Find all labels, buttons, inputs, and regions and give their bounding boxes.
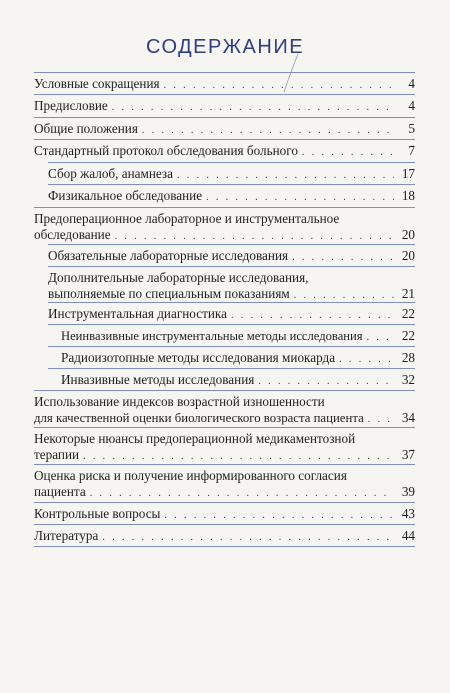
toc-entry-title: Обязательные лабораторные исследования: [48, 248, 289, 263]
toc-entry-title-cont: выполняемые по специальным показаниям: [48, 286, 290, 301]
toc-subentry[interactable]: [48, 188, 415, 206]
toc-entry-page: 4: [408, 76, 415, 91]
toc-entry-title-cont: пациента: [34, 484, 86, 499]
toc-entry-title: Оценка риска и получение информированного согласия: [34, 468, 347, 483]
toc-entry-page: 22: [401, 328, 415, 343]
divider: [48, 162, 415, 163]
toc-entry-title: Контрольные вопросы: [34, 506, 161, 521]
divider: [34, 139, 415, 140]
toc-entry-page: 18: [401, 188, 415, 203]
divider: [48, 368, 415, 369]
toc-entry-title: Дополнительные лабораторные исследования,: [48, 270, 309, 285]
dot-leader: [164, 508, 394, 524]
toc-subentry[interactable]: [48, 306, 415, 324]
divider: [48, 346, 415, 347]
dot-leader: [292, 250, 394, 266]
toc-entry-page: 32: [401, 372, 415, 387]
dot-leader: [164, 78, 394, 94]
toc-entry-title: Инвазивные методы исследования: [61, 372, 255, 387]
toc-entry-page: 22: [401, 306, 415, 321]
dot-leader: [102, 530, 394, 546]
dot-leader: [302, 145, 394, 161]
toc-entry-title: Некоторые нюансы предоперационной медикаментозной: [34, 431, 356, 446]
dot-leader: [339, 352, 394, 368]
toc-entry-title: Предисловие: [34, 98, 108, 113]
toc-subsubentry[interactable]: [61, 328, 415, 346]
toc-entry-title: Сбор жалоб, анамнеза: [48, 166, 173, 181]
divider: [48, 184, 415, 185]
toc-entry-title: Литература: [34, 528, 99, 543]
dot-leader: [258, 374, 394, 390]
divider: [34, 72, 415, 73]
toc-entry-page: 20: [401, 248, 415, 263]
toc-entry[interactable]: [34, 431, 415, 465]
divider: [34, 117, 415, 118]
dot-leader: [90, 486, 394, 502]
toc-entry[interactable]: [34, 143, 415, 161]
toc-entry-title: Условные сокращения: [34, 76, 160, 91]
divider: [34, 502, 415, 503]
toc-entry[interactable]: [34, 76, 415, 94]
divider: [34, 546, 415, 547]
toc-entry-title: Радиоизотопные методы исследования миокарда: [61, 350, 336, 365]
dot-leader: [83, 449, 394, 465]
toc-entry-page: 20: [401, 227, 415, 242]
divider: [34, 94, 415, 95]
dot-leader: [367, 330, 394, 346]
toc-entry-page: 17: [401, 166, 415, 181]
toc-entry[interactable]: [34, 528, 415, 546]
toc-entry-page: 44: [401, 528, 415, 543]
toc-entry-title-cont: для качественной оценки биологического возраста пациента: [34, 411, 364, 425]
toc-entry-title: Предоперационное лабораторное и инструментальное: [34, 211, 340, 226]
toc-subentry[interactable]: [48, 270, 415, 304]
dot-leader: [142, 123, 394, 139]
toc-entry-page: 43: [401, 506, 415, 521]
toc-entry-page: 4: [408, 98, 415, 113]
dot-leader: [115, 229, 394, 245]
toc-entry-title: Использование индексов возрастной изношенности: [34, 394, 325, 409]
toc-entry-page: 7: [408, 143, 415, 158]
toc-entry[interactable]: [34, 98, 415, 116]
dot-leader: [294, 288, 394, 304]
dot-leader: [177, 168, 394, 184]
dot-leader: [206, 190, 394, 206]
toc-entry-title: Физикальное обследование: [48, 188, 203, 203]
toc-entry[interactable]: [34, 121, 415, 139]
toc-entry-title: Инструментальная диагностика: [48, 306, 227, 321]
divider: [34, 207, 415, 208]
toc-entry-page: 21: [401, 286, 415, 301]
divider: [34, 390, 415, 391]
dot-leader: [112, 100, 394, 116]
page-title: СОДЕРЖАНИЕ: [145, 36, 305, 58]
toc-entry-title-cont: обследование: [34, 227, 111, 242]
toc-subsubentry[interactable]: [61, 372, 415, 390]
toc-entry-title: Стандартный протокол обследования больного: [34, 143, 298, 158]
toc-entry[interactable]: [34, 394, 415, 428]
toc-entry-page: 37: [401, 447, 415, 462]
toc-entry[interactable]: [34, 506, 415, 524]
divider: [34, 524, 415, 525]
divider: [48, 266, 415, 267]
toc-entry-title-cont: терапии: [34, 447, 80, 462]
divider: [48, 324, 415, 325]
toc-subentry[interactable]: [48, 248, 415, 266]
toc-entry[interactable]: [34, 211, 415, 245]
toc-entry[interactable]: [34, 468, 415, 502]
toc-entry-page: 5: [408, 121, 415, 136]
toc-subentry[interactable]: [48, 166, 415, 184]
dot-leader: [368, 412, 394, 428]
toc-subsubentry[interactable]: [61, 350, 415, 368]
dot-leader: [231, 308, 394, 324]
toc-entry-page: 28: [401, 350, 415, 365]
toc-entry-page: 34: [401, 410, 415, 425]
toc-entry-title: Общие положения: [34, 121, 138, 136]
toc-entry-page: 39: [401, 484, 415, 499]
toc-entry-title: Неинвазивные инструментальные методы исследования: [61, 329, 363, 343]
